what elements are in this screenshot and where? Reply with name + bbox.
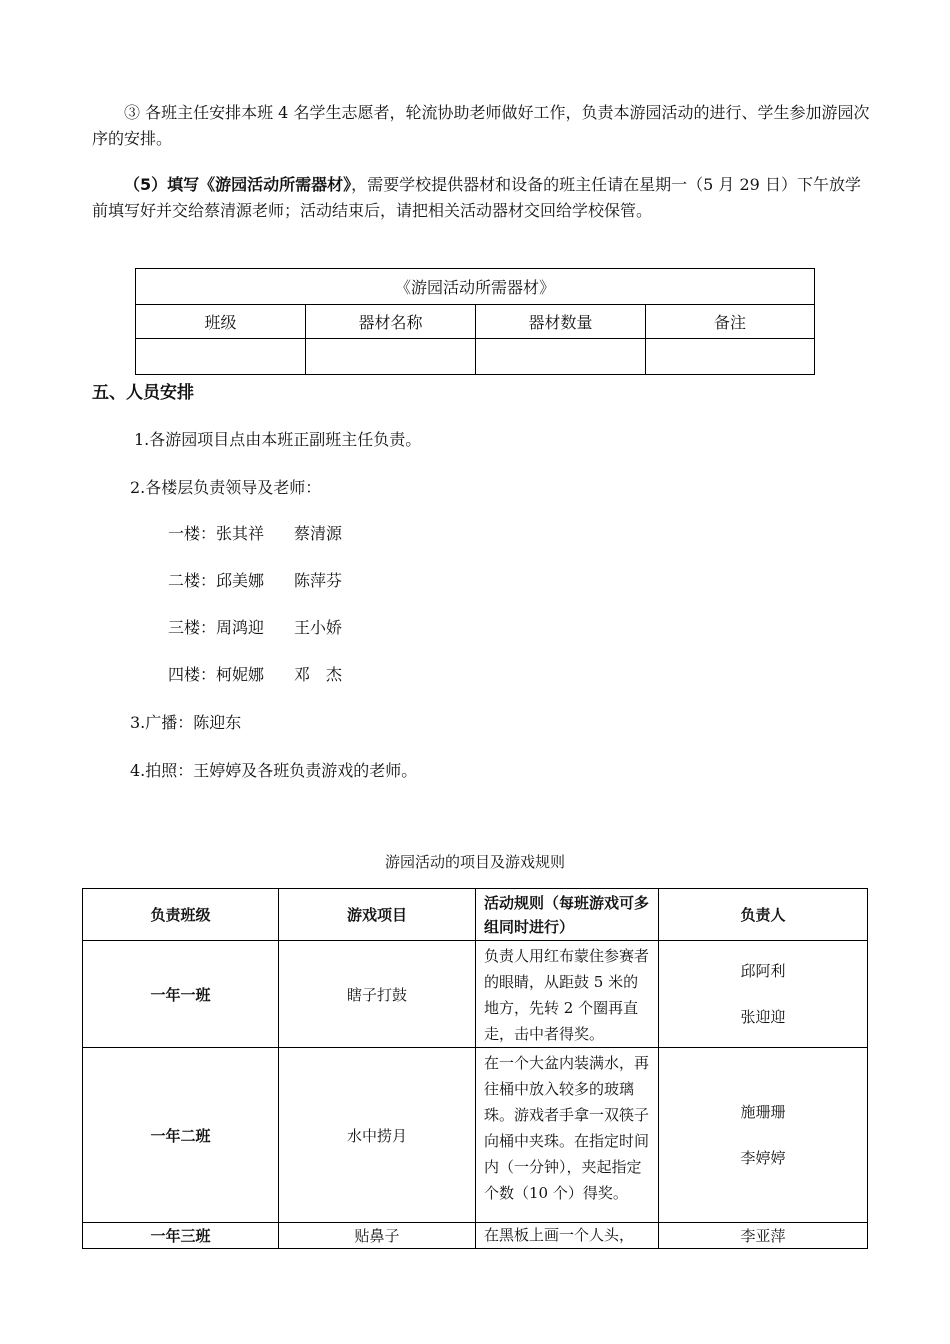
row-rules: 负责人用红布蒙住参赛者的眼睛，从距鼓 5 米的地方，先转 2 个圈再直走，击中者得奖。 — [476, 941, 659, 1048]
row-class: 一年三班 — [83, 1223, 279, 1249]
person-name: 李亚萍 — [740, 1227, 786, 1245]
table-row — [83, 1048, 868, 1223]
games-header-people: 负责人 — [659, 889, 868, 941]
table-row — [83, 1223, 868, 1249]
floor-row — [168, 615, 342, 638]
floor-leader: 邱美娜 — [216, 571, 265, 590]
row-game: 瞎子打鼓 — [279, 941, 476, 1048]
games-table-caption: 游园活动的项目及游戏规则 — [384, 853, 565, 871]
row-rules: 在黑板上画一个人头， — [476, 1223, 659, 1249]
section-heading-staffing: 五、人员安排 — [92, 383, 194, 403]
equipment-instruction-bold: （5）填写《游园活动所需器材》 — [124, 175, 352, 194]
staffing-item-2: 2.各楼层负责领导及老师： — [130, 478, 322, 497]
equipment-cell-empty — [476, 339, 646, 375]
equipment-cell-empty — [136, 339, 306, 375]
equipment-header-quantity: 器材数量 — [476, 305, 646, 339]
row-people — [659, 941, 868, 1048]
row-game: 贴鼻子 — [279, 1223, 476, 1249]
games-header-rules: 活动规则（每班游戏可多组同时进行） — [476, 889, 659, 941]
table-row — [83, 941, 868, 1048]
floor-teacher: 蔡清源 — [294, 524, 343, 543]
row-people — [659, 1048, 868, 1223]
paragraph-equipment — [92, 172, 872, 224]
equipment-header-class: 班级 — [136, 305, 306, 339]
equipment-table-title: 《游园活动所需器材》 — [136, 269, 815, 305]
row-people — [659, 1223, 868, 1249]
row-class: 一年一班 — [83, 941, 279, 1048]
person-name: 邱阿利 — [740, 962, 786, 980]
person-name: 张迎迎 — [740, 1008, 786, 1026]
floor-label: 四楼： — [168, 665, 217, 684]
staffing-item-4: 4.拍照：王婷婷及各班负责游戏的老师。 — [130, 761, 418, 780]
equipment-cell-empty — [306, 339, 476, 375]
person-name: 施珊珊 — [740, 1103, 786, 1121]
equipment-table — [135, 268, 815, 375]
games-header-game: 游戏项目 — [279, 889, 476, 941]
floor-teacher: 陈萍芬 — [294, 571, 343, 590]
paragraph-volunteers: ③ 各班主任安排本班 4 名学生志愿者，轮流协助老师做好工作，负责本游园活动的进行、学生参加游园次序的安排。 — [92, 103, 870, 148]
floor-teacher: 邓 杰 — [294, 665, 343, 684]
floor-label: 二楼： — [168, 571, 217, 590]
equipment-instruction-text: ，需要学校提供器材和设备的班主任请在星期一（5 月 29 日）下午放学前填写好并交给蔡清源老师；活动结束后，请把相关活动器材交回给学校保管。 — [92, 175, 861, 220]
row-class: 一年二班 — [83, 1048, 279, 1223]
floor-label: 一楼： — [168, 524, 217, 543]
staffing-item-3: 3.广播：陈迎东 — [130, 713, 242, 732]
games-header-class: 负责班级 — [83, 889, 279, 941]
row-game: 水中捞月 — [279, 1048, 476, 1223]
equipment-header-remarks: 备注 — [646, 305, 815, 339]
row-rules: 在一个大盆内装满水，再往桶中放入较多的玻璃珠。游戏者手拿一双筷子向桶中夹珠。在指定时间内（一分钟），夹起指定个数（10 个）得奖。 — [476, 1048, 659, 1223]
games-table — [82, 888, 868, 1249]
floor-label: 三楼： — [168, 618, 217, 637]
floor-leader: 柯妮娜 — [216, 665, 265, 684]
floor-row — [168, 662, 342, 685]
equipment-header-name: 器材名称 — [306, 305, 476, 339]
floor-leader: 周鸿迎 — [216, 618, 265, 637]
floor-teacher: 王小娇 — [294, 618, 343, 637]
floor-leader: 张其祥 — [216, 524, 265, 543]
person-name: 李婷婷 — [740, 1149, 786, 1167]
floor-row — [168, 521, 342, 544]
staffing-item-1: 1.各游园项目点由本班正副班主任负责。 — [134, 430, 422, 449]
floor-row — [168, 568, 342, 591]
equipment-cell-empty — [646, 339, 815, 375]
